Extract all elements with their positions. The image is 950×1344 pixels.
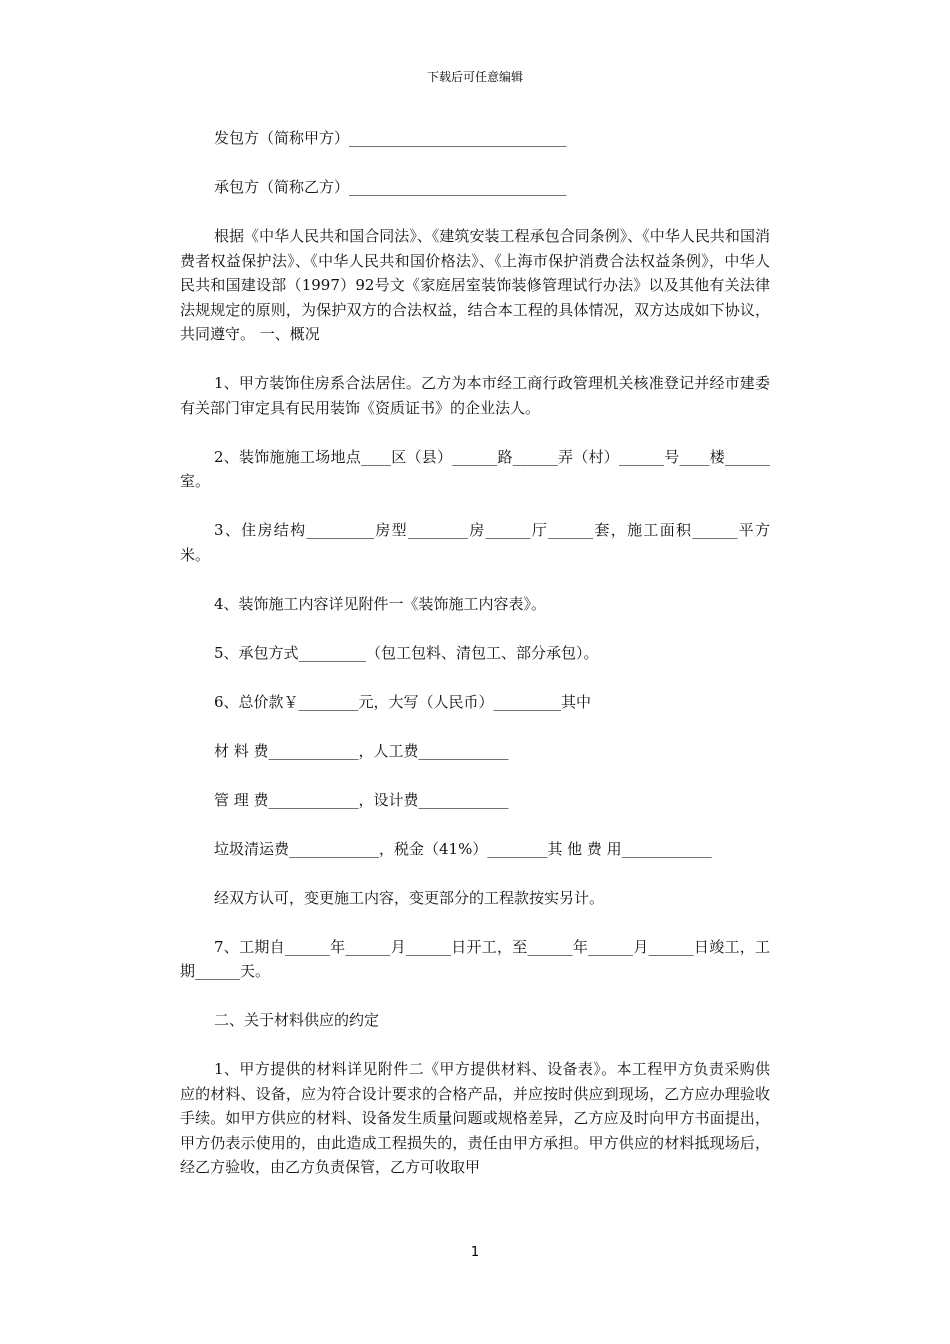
party-a-line: 发包方（简称甲方）_____________________________: [214, 129, 567, 147]
clause-1-2: 2、装饰施施工场地点____区（县）______路______弄（村）______号____楼______室。: [180, 447, 770, 490]
change-agreement-line: 经双方认可，变更施工内容，变更部分的工程款按实另计。: [214, 888, 605, 907]
preamble-paragraph: 根据《中华人民共和国合同法》、《建筑安装工程承包合同条例》、《中华人民共和国消费者权益保护法》、《中华人民共和国价格法》、《上海市保护消费合法权益条例》，中华人民共和国建设部（1997）92号文《家庭居室装饰装修管理试行办法》以及其他有关法律法规规定的原则，为保护双方的合法权益，结合本工程的具体情况，双方达成如下协议，共同遵守。 一、概况: [180, 227, 770, 343]
material-labor-fee-line: 材 料 费____________，人工费____________: [214, 741, 509, 760]
clause-1-5: 5、承包方式_________（包工包料、清包工、部分承包）。: [214, 643, 599, 662]
clause-2-1: 1、甲方提供的材料详见附件二《甲方提供材料、设备表》。本工程甲方负责采购供应的材料、设备，应为符合设计要求的合格产品，并应按时供应到现场，乙方应办理验收手续。如甲方供应的材料、设备发生质量问题或规格差异，乙方应及时向甲方书面提出，甲方仍表示使用的，由此造成工程损失的，责任由甲方承担。甲方供应的材料抵现场后，经乙方验收，由乙方负责保管，乙方可收取甲: [180, 1060, 770, 1176]
clause-1-4: 4、装饰施工内容详见附件一《装饰施工内容表》。: [214, 594, 547, 613]
management-design-fee-line: 管 理 费____________，设计费____________: [214, 790, 509, 809]
clause-1-7: 7、工期自______年______月______日开工，至______年______月______日竣工，工期______天。: [180, 937, 770, 980]
contract-body: [180, 126, 770, 1204]
section-2-heading: 二、关于材料供应的约定: [214, 1011, 380, 1029]
page-header: 下载后可任意编辑: [426, 70, 523, 84]
party-b-line: 承包方（简称乙方）_____________________________: [214, 178, 567, 196]
clause-1-1: 1、甲方装饰住房系合法居住。乙方为本市经工商行政管理机关核准登记并经市建委有关部门审定具有民用装饰《资质证书》的企业法人。: [180, 374, 770, 417]
page-number: 1: [470, 1245, 480, 1260]
clause-1-6: 6、总价款￥________元，大写（人民币）_________其中: [214, 692, 592, 711]
cleanup-tax-other-fee-line: 垃圾清运费____________，税金（41%）________其 他 费 用____________: [214, 839, 712, 858]
clause-1-3: 3、住房结构_________房型________房______厅______套，施工面积______平方米。: [180, 521, 770, 564]
